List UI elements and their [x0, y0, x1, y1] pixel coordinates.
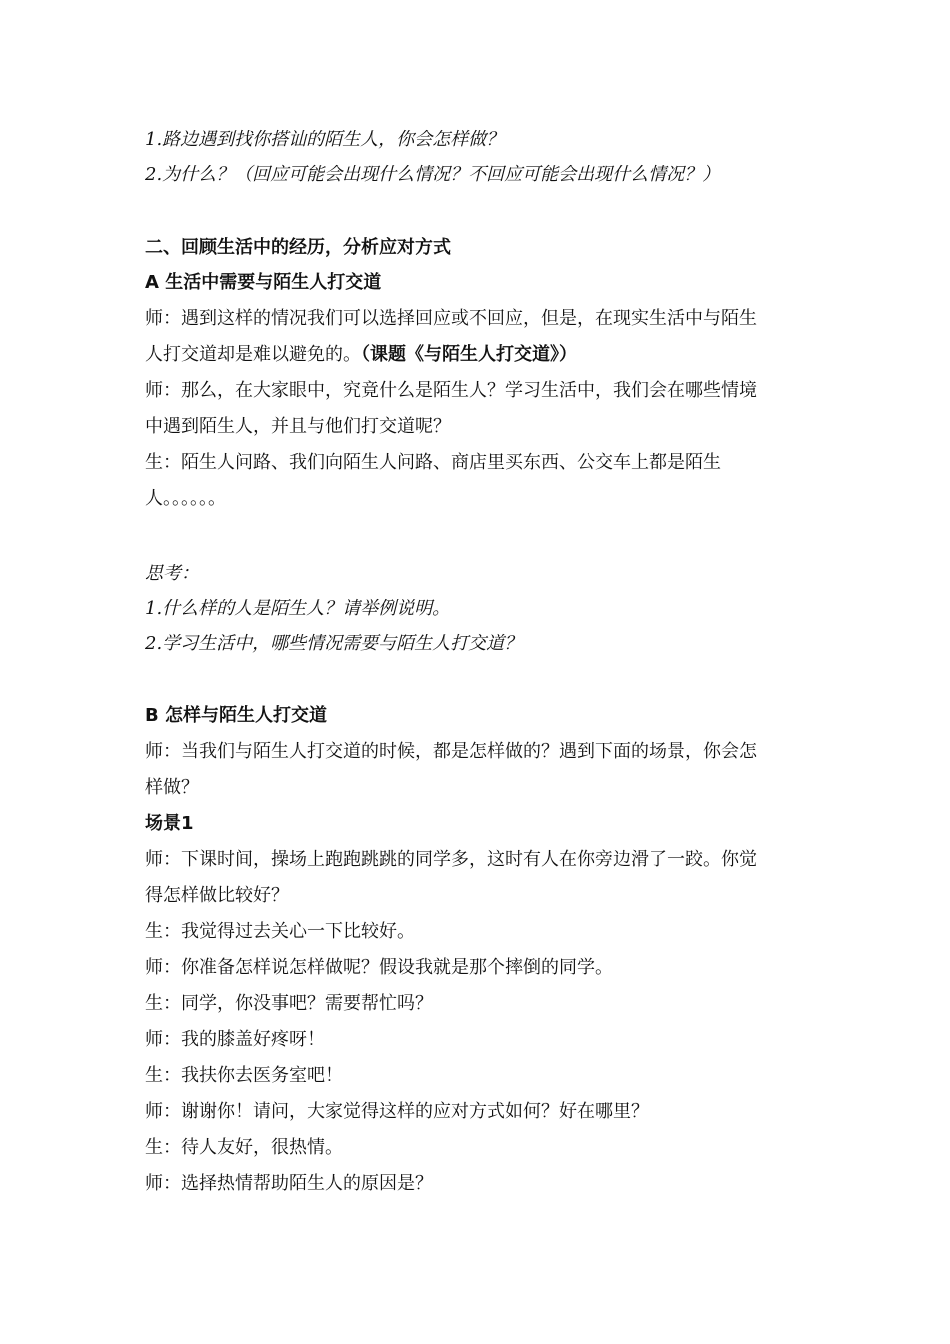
paragraph-1-line-2-text: 人打交道却是难以避免的。 [145, 344, 361, 365]
dialogue-line-6: 师：谢谢你！请问，大家觉得这样的应对方式如何？好在哪里？ [145, 1101, 649, 1122]
lesson-title: （课题《与陌生人打交道》） [361, 344, 577, 365]
question-2: 2.为什么？（回应可能会出现什么情况？不回应可能会出现什么情况？） [145, 164, 721, 185]
paragraph-2-line-2: 中遇到陌生人，并且与他们打交道呢？ [145, 416, 451, 437]
section-2-heading: 二、回顾生活中的经历，分析应对方式 [145, 237, 451, 258]
dialogue-line-7: 生：待人友好，很热情。 [145, 1137, 343, 1158]
paragraph-1-line-1: 师：遇到这样的情况我们可以选择回应或不回应，但是，在现实生活中与陌生 [145, 308, 757, 329]
dialogue-line-3: 生：同学，你没事吧？需要帮忙吗？ [145, 993, 433, 1014]
paragraph-5-line-1: 师：下课时间，操场上跑跑跳跳的同学多，这时有人在你旁边滑了一跤。你觉 [145, 849, 757, 870]
paragraph-3-line-2: 人。。。。。。 [145, 488, 226, 509]
paragraph-3-line-1: 生：陌生人问路、我们向陌生人问路、商店里买东西、公交车上都是陌生 [145, 452, 721, 473]
subsection-b-heading: B 怎样与陌生人打交道 [145, 705, 327, 726]
paragraph-4-line-1: 师：当我们与陌生人打交道的时候，都是怎样做的？遇到下面的场景，你会怎 [145, 741, 757, 762]
paragraph-4-line-2: 样做？ [145, 777, 199, 798]
subsection-a-heading: A 生活中需要与陌生人打交道 [145, 272, 382, 293]
dialogue-line-1: 生：我觉得过去关心一下比较好。 [145, 921, 415, 942]
dialogue-line-2: 师：你准备怎样说怎样做呢？假设我就是那个摔倒的同学。 [145, 957, 613, 978]
think-label: 思考： [145, 563, 199, 584]
dialogue-line-8: 师：选择热情帮助陌生人的原因是？ [145, 1173, 433, 1194]
scene-1-heading: 场景1 [145, 813, 194, 834]
think-question-1: 1.什么样的人是陌生人？请举例说明。 [145, 598, 451, 619]
paragraph-1-line-2 [145, 343, 577, 367]
dialogue-line-5: 生：我扶你去医务室吧！ [145, 1065, 343, 1086]
paragraph-2-line-1: 师：那么，在大家眼中，究竟什么是陌生人？学习生活中，我们会在哪些情境 [145, 380, 757, 401]
dialogue-line-4: 师：我的膝盖好疼呀！ [145, 1029, 325, 1050]
paragraph-5-line-2: 得怎样做比较好？ [145, 885, 289, 906]
think-question-2: 2.学习生活中，哪些情况需要与陌生人打交道？ [145, 633, 523, 654]
question-1: 1.路边遇到找你搭讪的陌生人，你会怎样做？ [145, 129, 505, 150]
